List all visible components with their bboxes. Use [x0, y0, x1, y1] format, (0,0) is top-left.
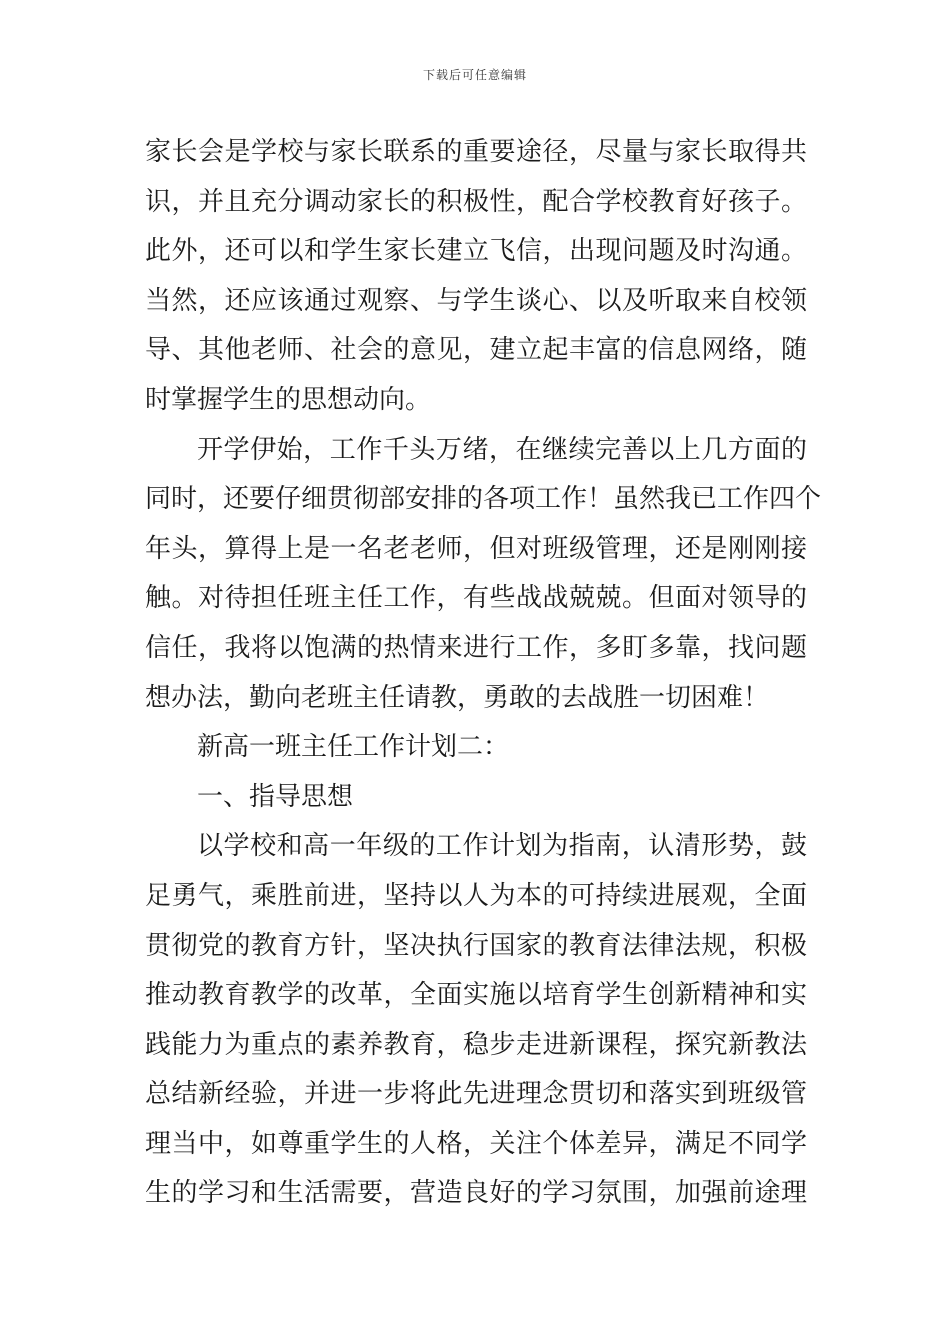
text-line: 此外，还可以和学生家长建立飞信，出现问题及时沟通。	[145, 236, 807, 267]
text-line: 以学校和高一年级的工作计划为指南，认清形势，鼓	[197, 831, 807, 862]
text-line: 信任，我将以饱满的热情来进行工作，多盯多靠，找问题	[145, 632, 807, 663]
section-heading: 一、指导思想	[197, 781, 354, 812]
text-line: 导、其他老师、社会的意见，建立起丰富的信息网络，随	[145, 335, 807, 366]
text-line: 践能力为重点的素养教育，稳步走进新课程，探究新教法	[145, 1029, 807, 1060]
text-line: 总结新经验，并进一步将此先进理念贯切和落实到班级管	[145, 1079, 807, 1110]
page-header-note: 下载后可任意编辑	[422, 68, 527, 82]
text-line: 同时，还要仔细贯彻部安排的各项工作！虽然我已工作四个	[145, 484, 822, 515]
text-line: 触。对待担任班主任工作，有些战战兢兢。但面对领导的	[145, 583, 807, 614]
document-body	[145, 128, 822, 1219]
text-line: 足勇气，乘胜前进，坚持以人为本的可持续进展观，全面	[145, 880, 807, 911]
text-line: 年头，算得上是一名老老师，但对班级管理，还是刚刚接	[145, 533, 807, 564]
text-line: 推动教育教学的改革，全面实施以培育学生创新精神和实	[145, 980, 807, 1011]
text-line: 贯彻党的教育方针，坚决执行国家的教育法律法规，积极	[145, 930, 807, 961]
text-line: 开学伊始，工作千头万绪，在继续完善以上几方面的	[197, 434, 807, 465]
text-line: 理当中，如尊重学生的人格，关注个体差异，满足不同学	[145, 1128, 807, 1159]
text-line: 家长会是学校与家长联系的重要途径，尽量与家长取得共	[145, 137, 807, 167]
section-title: 新高一班主任工作计划二：	[197, 732, 510, 763]
text-line: 识，并且充分调动家长的积极性，配合学校教育好孩子。	[145, 186, 807, 217]
text-line: 想办法，勤向老班主任请教，勇敢的去战胜一切困难！	[145, 682, 770, 713]
text-line: 当然，还应该通过观察、与学生谈心、以及听取来自校领	[145, 285, 807, 316]
text-line: 生的学习和生活需要，营造良好的学习氛围，加强前途理	[145, 1178, 807, 1209]
text-line: 时掌握学生的思想动向。	[145, 384, 432, 415]
